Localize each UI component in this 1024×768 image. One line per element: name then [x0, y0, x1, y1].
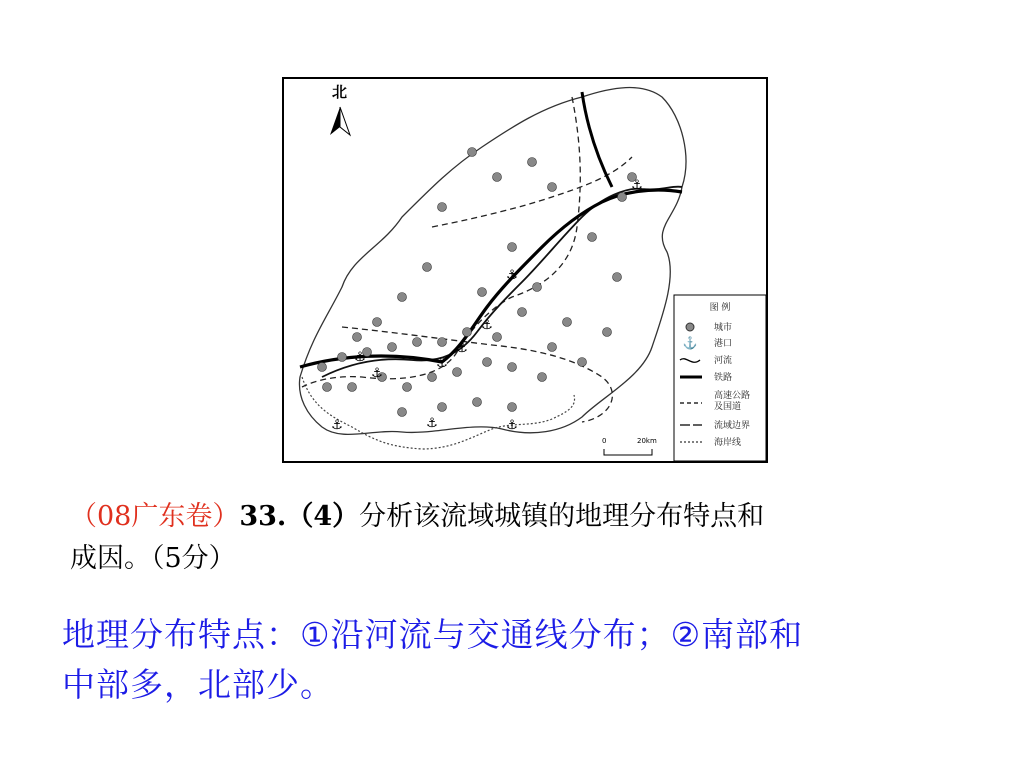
- city-marker: [508, 403, 517, 412]
- city-marker: [478, 288, 487, 297]
- city-marker: [463, 328, 472, 337]
- question-number: 33.（4）: [239, 501, 360, 532]
- legend-boundary-label: 流域边界: [714, 421, 751, 431]
- city-marker: [563, 318, 572, 327]
- city-marker: [578, 358, 587, 367]
- city-marker: [618, 193, 627, 202]
- answer-text: [62, 610, 982, 710]
- port-marker: ⚓: [426, 416, 438, 431]
- port-marker: ⚓: [354, 350, 366, 365]
- city-marker: [438, 403, 447, 412]
- legend-city-label: 城市: [714, 323, 733, 333]
- city-marker: [493, 333, 502, 342]
- city-marker: [473, 398, 482, 407]
- city-marker: [423, 263, 432, 272]
- port-marker: ⚓: [506, 268, 518, 283]
- city-marker: [388, 343, 397, 352]
- city-marker: [483, 358, 492, 367]
- city-marker: [428, 373, 437, 382]
- city-marker: [348, 383, 357, 392]
- city-marker: [323, 383, 332, 392]
- legend-coastline-label: 海岸线: [714, 438, 742, 448]
- legend-highway-label-2: 及国道: [714, 402, 742, 412]
- port-marker: ⚓: [331, 418, 343, 433]
- answer-line1: 地理分布特点：①沿河流与交通线分布；②南部和: [62, 615, 804, 654]
- city-marker: [493, 173, 502, 182]
- scale-start: 0: [602, 437, 607, 445]
- legend-title: 图 例: [709, 303, 731, 313]
- city-marker: [613, 273, 622, 282]
- city-marker: [548, 183, 557, 192]
- city-marker: [538, 373, 547, 382]
- question-line1: 分析该流域城镇的地理分布特点和: [359, 501, 765, 532]
- city-marker: [528, 158, 537, 167]
- city-marker: [508, 243, 517, 252]
- city-marker: [373, 318, 382, 327]
- legend-highway-label-1: 高速公路: [714, 391, 751, 401]
- basin-map: [282, 77, 768, 463]
- legend-railway-label: 铁路: [714, 373, 733, 383]
- port-marker: ⚓: [631, 178, 643, 193]
- city-marker: [508, 363, 517, 372]
- city-marker: [438, 338, 447, 347]
- city-marker: [438, 203, 447, 212]
- city-marker: [533, 283, 542, 292]
- city-marker: [518, 308, 527, 317]
- city-marker: [603, 328, 612, 337]
- port-marker: ⚓: [436, 356, 448, 371]
- answer-line2: 中部多，北部少。: [62, 665, 334, 704]
- port-marker: ⚓: [481, 318, 493, 333]
- question-line2: 成因。（5分）: [70, 543, 236, 574]
- city-marker: [453, 368, 462, 377]
- city-marker: [398, 293, 407, 302]
- city-marker: [588, 233, 597, 242]
- port-marker: ⚓: [456, 341, 468, 356]
- map-legend: [674, 295, 766, 461]
- city-marker: [318, 363, 327, 372]
- question-source: （08广东卷）: [70, 501, 240, 532]
- city-marker: [413, 338, 422, 347]
- anchor-icon: ⚓: [682, 336, 698, 350]
- legend-port-label: 港口: [714, 339, 733, 349]
- north-label: 北: [332, 83, 348, 101]
- scale-end: 20km: [637, 437, 657, 445]
- city-marker: [468, 148, 477, 157]
- question-text: [70, 496, 970, 580]
- port-marker: ⚓: [371, 366, 383, 381]
- city-marker: [338, 353, 347, 362]
- city-marker: [548, 343, 557, 352]
- city-marker: [353, 333, 362, 342]
- legend-river-label: 河流: [714, 356, 733, 366]
- city-marker: [403, 383, 412, 392]
- city-marker: [398, 408, 407, 417]
- city-dot-icon: [686, 323, 694, 331]
- port-marker: ⚓: [506, 418, 518, 433]
